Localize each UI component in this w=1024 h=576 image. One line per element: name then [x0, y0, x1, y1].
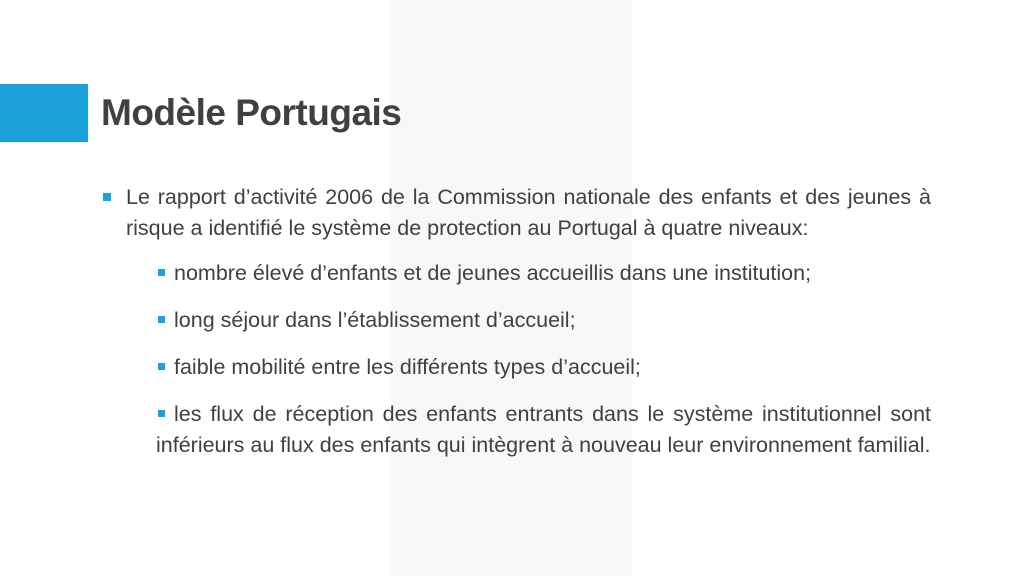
sub-bullet [156, 305, 931, 336]
sub-bullet [156, 399, 931, 461]
square-bullet-icon [158, 363, 165, 370]
sub-bullet-text: faible mobilité entre les différents types d’accueil; [174, 355, 641, 379]
slide-title: Modèle Portugais [101, 92, 402, 133]
sub-bullet [156, 258, 931, 289]
square-bullet-icon [103, 193, 111, 201]
sub-bullet-text: long séjour dans l’établissement d’accueil; [174, 308, 576, 332]
square-bullet-icon [158, 269, 165, 276]
sub-bullet [156, 352, 931, 383]
main-bullet-text: Le rapport d’activité 2006 de la Commission nationale des enfants et des jeunes à risque a identifié le système de protection au Portugal à quatre niveaux: [126, 185, 931, 240]
square-bullet-icon [158, 410, 165, 417]
main-bullet [101, 182, 931, 244]
sub-bullet-text: les flux de réception des enfants entrants dans le système institutionnel sont inférieurs au flux des enfants qui intègrent à nouveau leur environnement familial. [156, 402, 931, 457]
square-bullet-icon [158, 316, 165, 323]
slide-body [101, 182, 931, 477]
sub-bullet-text: nombre élevé d’enfants et de jeunes accueillis dans une institution; [174, 261, 812, 285]
title-accent-bar [0, 84, 88, 142]
sub-bullet-list [101, 258, 931, 461]
